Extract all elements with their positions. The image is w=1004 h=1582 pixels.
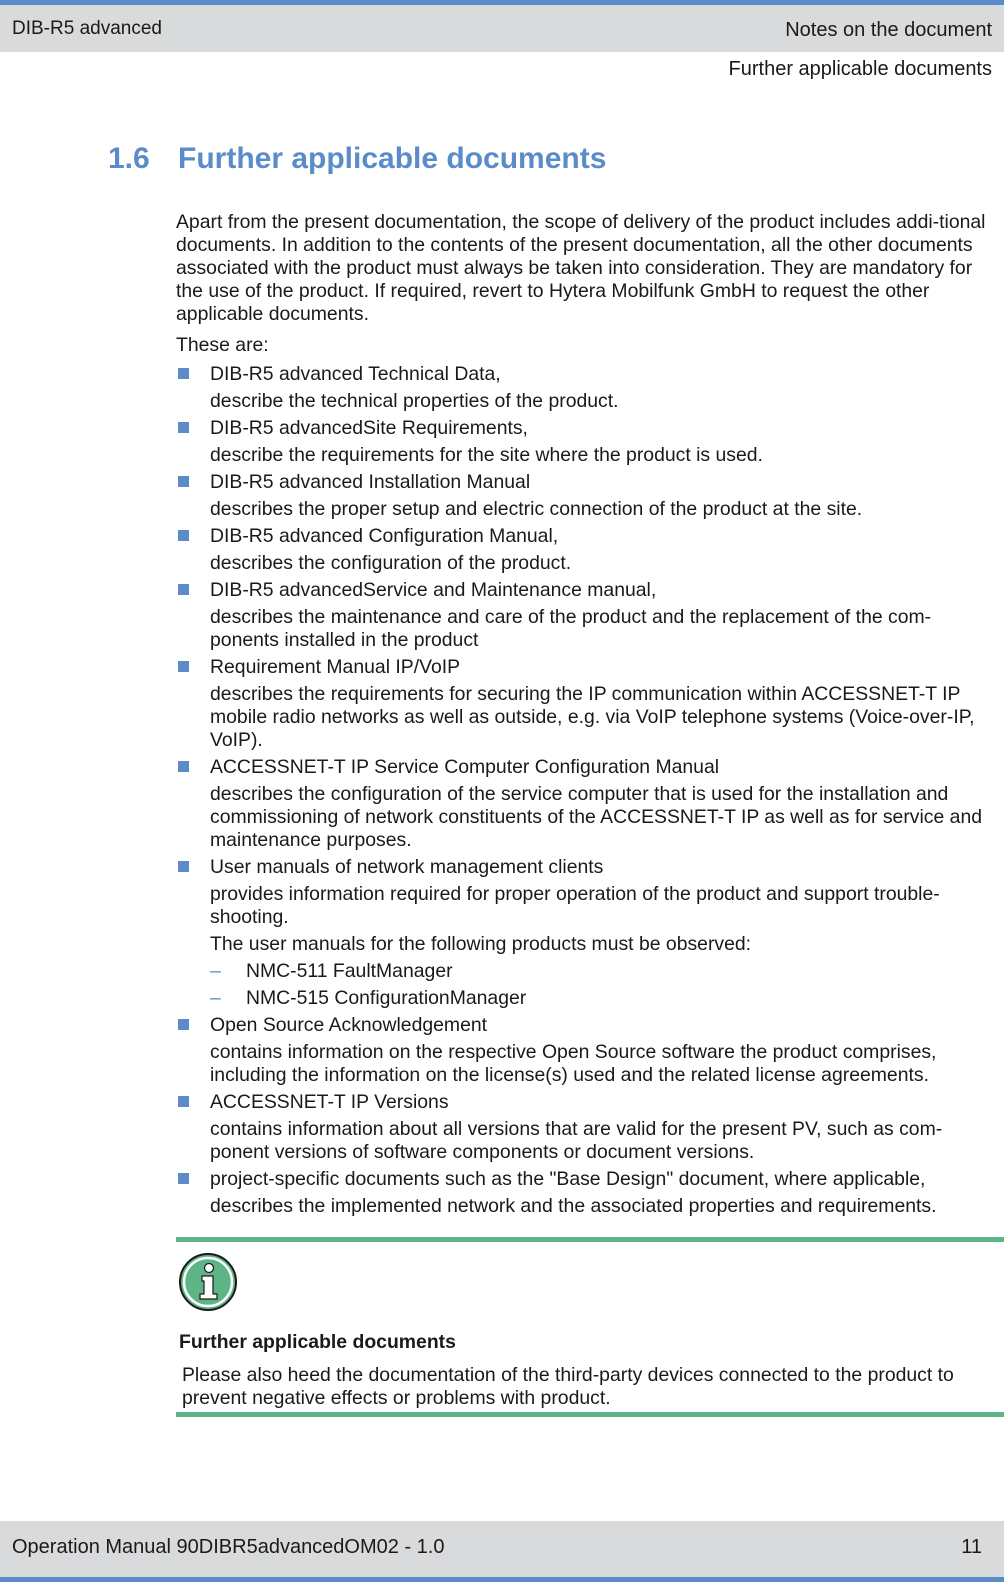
square-bullet-icon <box>178 661 189 672</box>
main-content <box>176 211 998 1222</box>
info-note-box <box>176 1237 1004 1417</box>
dash-bullet-icon: – <box>210 960 221 982</box>
these-are-label: These are: <box>176 334 269 356</box>
document-description: describes the implemented network and the associated properties and requirements. <box>210 1195 937 1217</box>
user-manuals-note: The user manuals for the following products must be observed: <box>210 933 752 955</box>
sublist-item <box>210 987 998 1010</box>
square-bullet-icon <box>178 476 189 487</box>
intro-paragraph: Apart from the present documentation, the scope of delivery of the product includes addi-tional documents. In addition to the contents of the present documentation, all the other documents associated with the product must always be taken into consideration. They are mandatory for the use of the product. If required, revert to Hytera Mobilfunk GmbH to request the other applicable documents. <box>176 211 986 325</box>
list-item <box>176 756 998 852</box>
document-description: describes the configuration of the product. <box>210 552 572 574</box>
document-title: DIB-R5 advancedSite Requirements, <box>210 417 528 439</box>
document-title: DIB-R5 advanced Technical Data, <box>210 363 501 385</box>
square-bullet-icon <box>178 584 189 595</box>
document-description: describes the configuration of the service computer that is used for the installation and commissioning of network constituents of the ACCESSNET-T IP as well as for service and maintenance purposes. <box>210 783 983 851</box>
documents-list <box>176 363 998 1218</box>
header-product-name: DIB-R5 advanced <box>12 18 162 39</box>
square-bullet-icon <box>178 530 189 541</box>
square-bullet-icon <box>178 1096 189 1107</box>
document-title: Requirement Manual IP/VoIP <box>210 656 461 678</box>
list-item <box>176 363 998 413</box>
section-number: 1.6 <box>108 142 150 175</box>
dash-bullet-icon: – <box>210 987 221 1009</box>
page-number: 11 <box>961 1536 982 1558</box>
document-description: provides information required for proper operation of the product and support trouble-shooting. <box>210 883 940 928</box>
document-title: DIB-R5 advanced Installation Manual <box>210 471 531 493</box>
page-header-bar <box>0 0 1004 52</box>
square-bullet-icon <box>178 761 189 772</box>
list-item <box>176 656 998 752</box>
section-heading <box>108 142 606 176</box>
list-item <box>176 1014 998 1087</box>
document-title: User manuals of network management clients <box>210 856 604 878</box>
document-description: describe the requirements for the site where the product is used. <box>210 444 763 466</box>
document-description: contains information on the respective Open Source software the product comprises, including the information on the license(s) used and the related license agreements. <box>210 1041 937 1086</box>
document-description: describes the maintenance and care of the product and the replacement of the com-ponents installed in the product <box>210 606 932 651</box>
document-title: ACCESSNET-T IP Versions <box>210 1091 449 1113</box>
document-title: Open Source Acknowledgement <box>210 1014 488 1036</box>
document-title: ACCESSNET-T IP Service Computer Configuration Manual <box>210 756 720 778</box>
product-name: NMC-515 ConfigurationManager <box>246 987 527 1009</box>
document-title: project-specific documents such as the "Base Design" document, where applicable, <box>210 1168 926 1190</box>
section-title: Further applicable documents <box>178 142 607 175</box>
header-section-title: Further applicable documents <box>728 58 992 80</box>
note-title: Further applicable documents <box>179 1331 456 1353</box>
square-bullet-icon <box>178 861 189 872</box>
list-item <box>176 525 998 575</box>
square-bullet-icon <box>178 368 189 379</box>
info-icon <box>178 1252 238 1312</box>
sublist-item <box>210 960 998 983</box>
square-bullet-icon <box>178 422 189 433</box>
note-text: Please also heed the documentation of the third-party devices connected to the product to prevent negative effects or problems with product. <box>182 1364 954 1409</box>
list-item <box>176 856 998 1010</box>
page-footer-bar <box>0 1521 1004 1582</box>
square-bullet-icon <box>178 1019 189 1030</box>
footer-manual-id: Operation Manual 90DIBR5advancedOM02 - 1.0 <box>12 1536 445 1558</box>
list-item <box>176 417 998 467</box>
header-chapter-title: Notes on the document <box>785 19 992 41</box>
document-description: describe the technical properties of the product. <box>210 390 619 412</box>
list-item <box>176 1091 998 1164</box>
user-manuals-sublist <box>210 960 998 1010</box>
document-description: contains information about all versions that are valid for the present PV, such as com-ponent versions of software components or document versions. <box>210 1118 943 1163</box>
document-description: describes the proper setup and electric connection of the product at the site. <box>210 498 863 520</box>
list-item <box>176 1168 998 1218</box>
square-bullet-icon <box>178 1173 189 1184</box>
document-title: DIB-R5 advanced Configuration Manual, <box>210 525 559 547</box>
product-name: NMC-511 FaultManager <box>246 960 453 982</box>
list-item <box>176 471 998 521</box>
list-item <box>176 579 998 652</box>
document-title: DIB-R5 advancedService and Maintenance manual, <box>210 579 657 601</box>
document-description: describes the requirements for securing the IP communication within ACCESSNET-T IP mobile radio networks as well as outside, e.g. via VoIP telephone systems (Voice-over-IP, VoIP). <box>210 683 975 751</box>
